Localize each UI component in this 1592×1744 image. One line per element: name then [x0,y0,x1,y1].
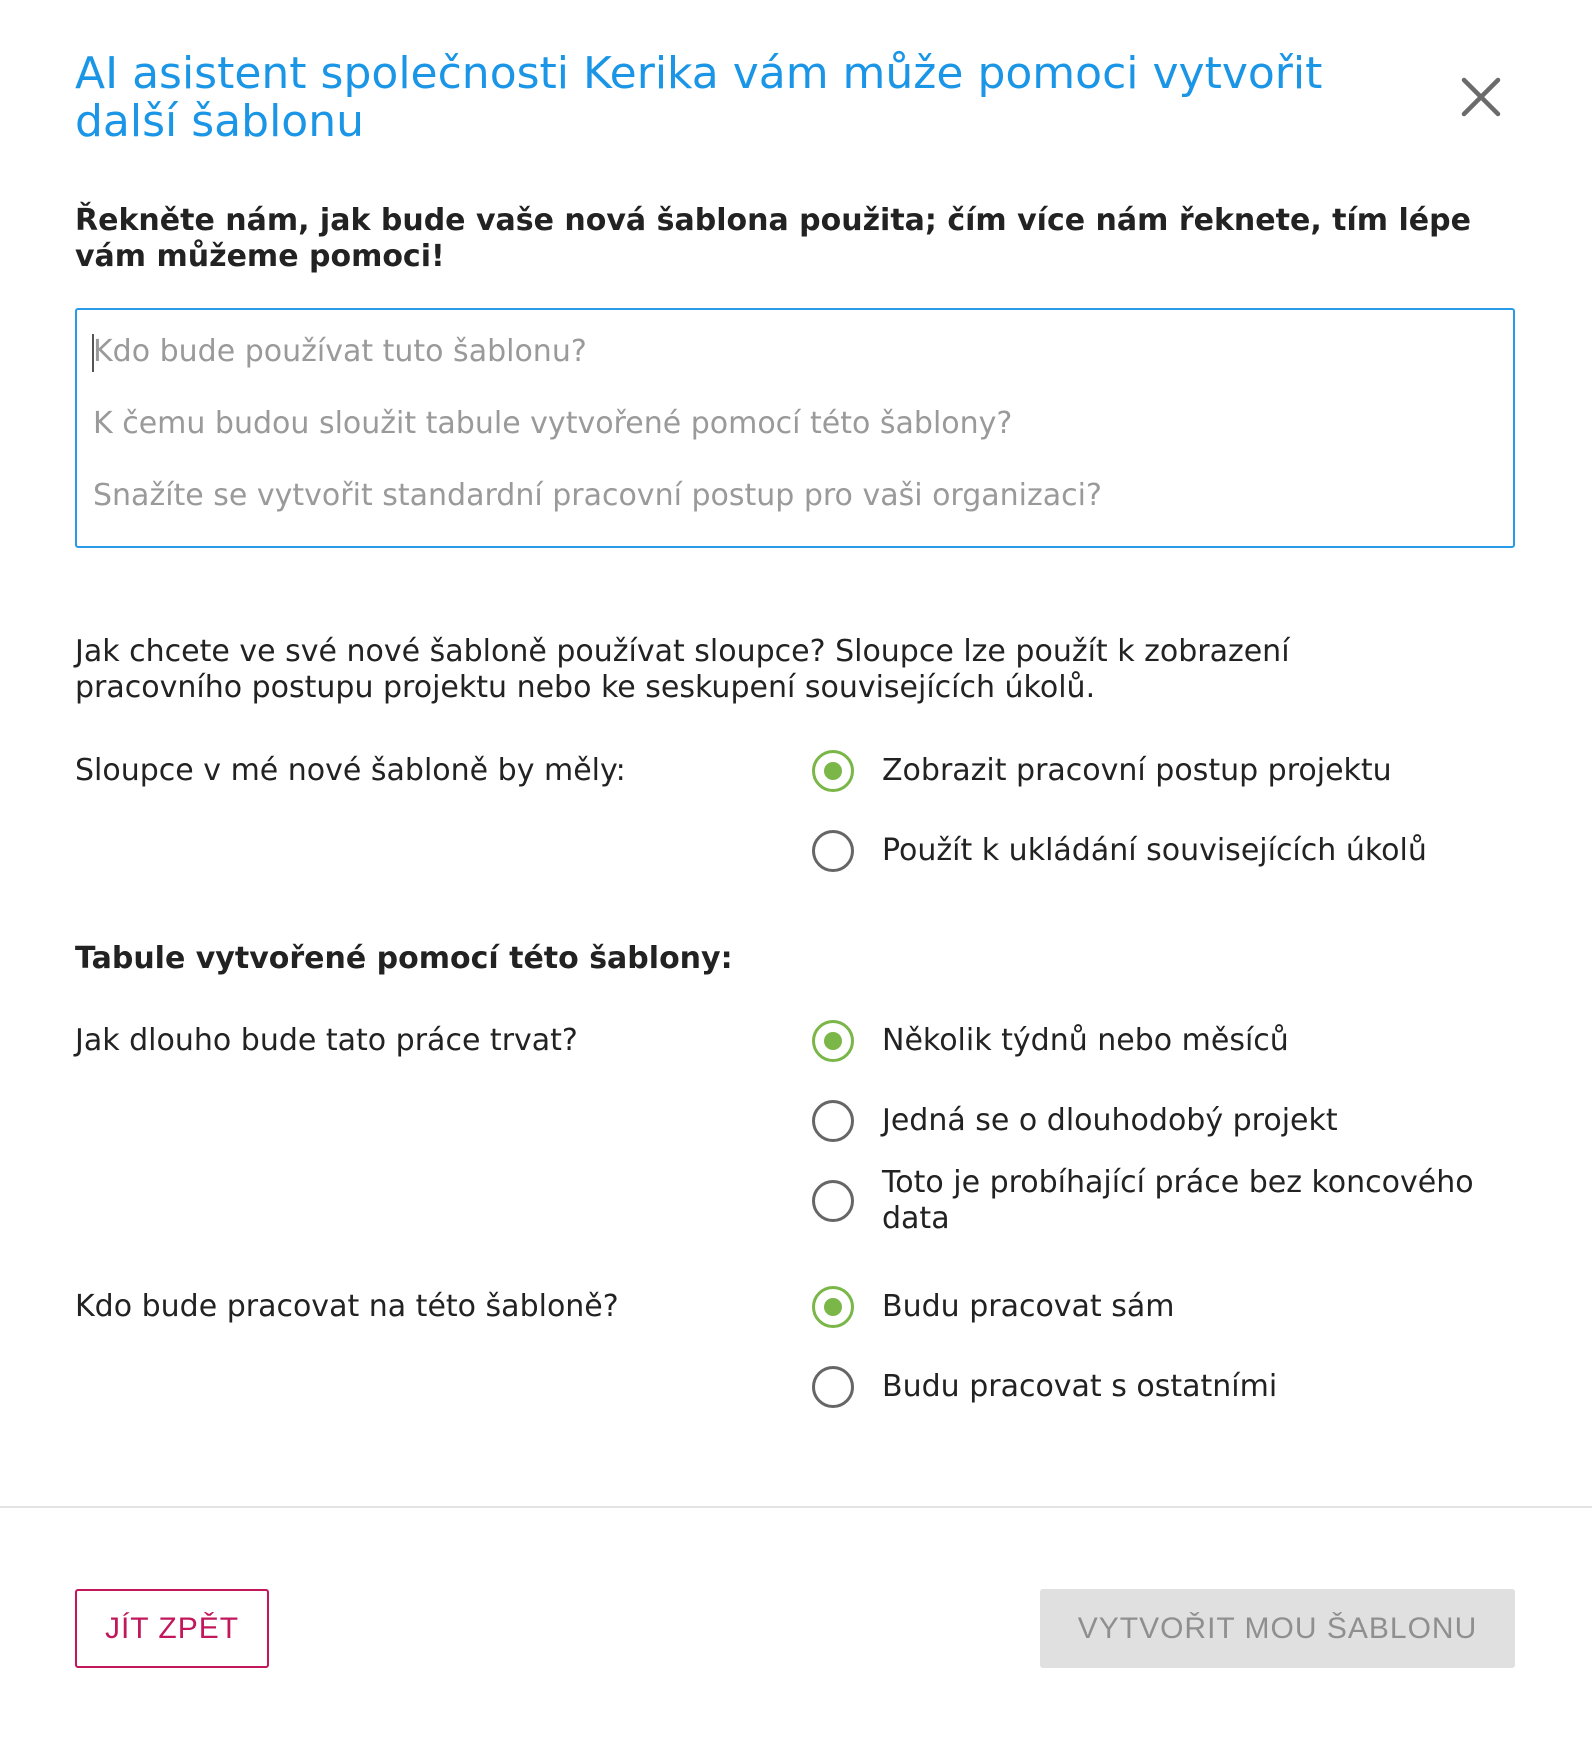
option-label: Zobrazit pracovní postup projektu [882,753,1392,788]
placeholder-line-1: Kdo bude používat tuto šablonu? [93,334,587,369]
close-icon [1458,74,1504,120]
radio-button[interactable] [812,1020,854,1062]
team-option-alone[interactable] [812,1283,1512,1331]
columns-group-label: Sloupce v mé nové šabloně by měly: [75,753,626,788]
radio-button[interactable] [812,1100,854,1142]
radio-button[interactable] [812,1180,854,1222]
radio-button[interactable] [812,1286,854,1328]
duration-group-label: Jak dlouho bude tato práce trvat? [75,1023,578,1058]
create-template-button[interactable]: VYTVOŘIT MOU ŠABLONU [1040,1589,1515,1668]
template-description-input[interactable] [75,308,1515,548]
placeholder-line-2: K čemu budou sloužit tabule vytvořené pomocí této šablony? [93,406,1013,441]
option-label: Toto je probíhající práce bez koncového data [882,1165,1474,1236]
columns-option-related-tasks[interactable] [812,827,1512,875]
option-label: Budu pracovat s ostatními [882,1369,1278,1404]
dialog-title: AI asistent společnosti Kerika vám může pomoci vytvořit další šablonu [75,48,1323,147]
duration-option-ongoing[interactable] [812,1165,1512,1245]
radio-button[interactable] [812,750,854,792]
intro-text: Řekněte nám, jak bude vaše nová šablona použita; čím více nám řeknete, tím lépe vám můžeme pomoci! [75,203,1471,274]
footer-divider [0,1506,1592,1508]
placeholder-line-3: Snažíte se vytvořit standardní pracovní postup pro vaši organizaci? [93,478,1102,513]
columns-option-workflow[interactable] [812,747,1512,795]
duration-option-long-term[interactable] [812,1097,1512,1145]
radio-button[interactable] [812,1366,854,1408]
boards-heading: Tabule vytvořené pomocí této šablony: [75,941,733,976]
radio-button[interactable] [812,830,854,872]
team-group-label: Kdo bude pracovat na této šabloně? [75,1289,619,1324]
option-label: Jedná se o dlouhodobý projekt [882,1103,1338,1138]
team-option-with-others[interactable] [812,1363,1512,1411]
option-label: Budu pracovat sám [882,1289,1175,1324]
option-label: Použít k ukládání souvisejících úkolů [882,833,1427,868]
close-button[interactable] [1458,74,1504,120]
columns-question: Jak chcete ve své nové šabloně používat sloupce? Sloupce lze použít k zobrazení pracovního postupu projektu nebo ke seskupení souvisejících úkolů. [75,634,1290,705]
duration-option-weeks-months[interactable] [812,1017,1512,1065]
go-back-button[interactable]: JÍT ZPĚT [75,1589,269,1668]
option-label: Několik týdnů nebo měsíců [882,1023,1289,1058]
